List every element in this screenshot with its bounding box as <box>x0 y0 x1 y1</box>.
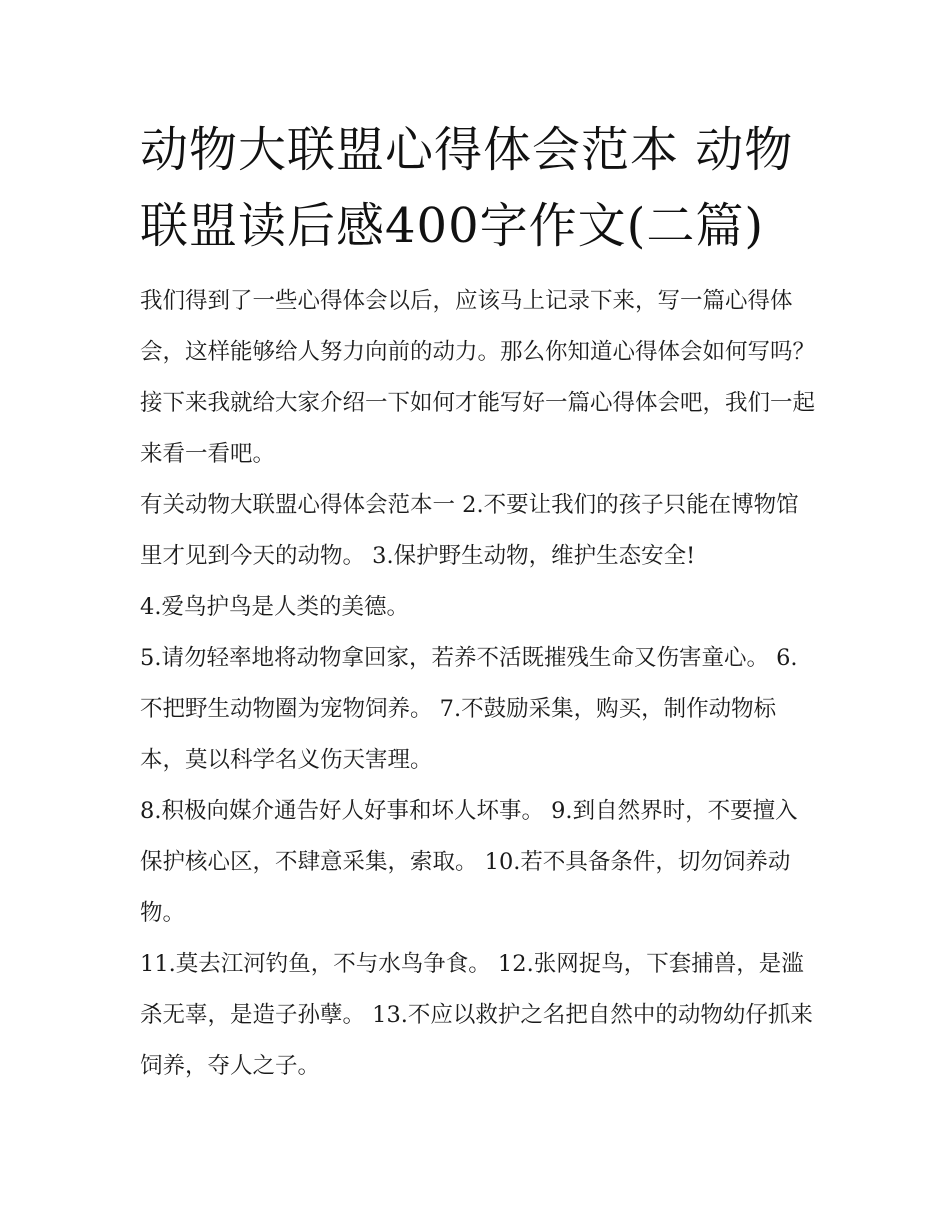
paragraph-item-4: 4.爱鸟护鸟是人类的美德。 <box>140 594 409 620</box>
document-body <box>140 276 820 1092</box>
paragraph-item-5-7: 5.请勿轻率地将动物拿回家，若养不活既摧残生命又伤害童心。 6.不把野生动物圈为宠物饲养。 7.不鼓励采集，购买，制作动物标本，莫以科学名义伤天害理。 <box>140 645 798 773</box>
document-title: 动物大联盟心得体会范本 动物联盟读后感400字作文(二篇) <box>140 122 794 254</box>
paragraph-intro: 我们得到了一些心得体会以后，应该马上记录下来，写一篇心得体会，这样能够给人努力向前的动力。那么你知道心得体会如何写吗？接下来我就给大家介绍一下如何才能写好一篇心得体会吧，我们一起来看一看吧。 <box>140 288 816 467</box>
paragraph-item-8-10: 8.积极向媒介通告好人好事和坏人坏事。 9.到自然界时，不要擅入保护核心区，不肆意采集，索取。 10.若不具备条件，切勿饲养动物。 <box>140 798 798 926</box>
paragraph-item-2-3: 有关动物大联盟心得体会范本一 2.不要让我们的孩子只能在博物馆里才见到今天的动物。 3.保护野生动物，维护生态安全! <box>140 492 799 569</box>
paragraph-item-11-13: 11.莫去江河钓鱼，不与水鸟争食。 12.张网捉鸟，下套捕兽，是滥杀无辜，是造子孙孽。 13.不应以救护之名把自然中的动物幼仔抓来饲养，夺人之子。 <box>140 951 813 1079</box>
